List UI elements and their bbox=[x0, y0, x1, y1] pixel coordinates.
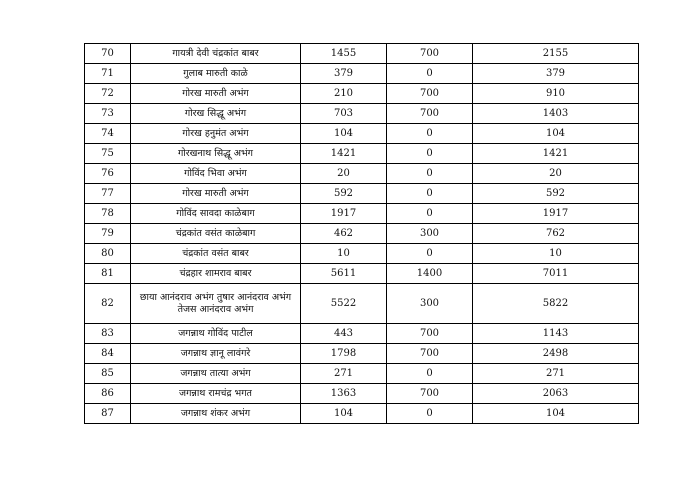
name-cell: गोविंद सावदा काळेबाग bbox=[131, 204, 301, 224]
name-cell: जगन्नाथ गोविंद पाटील bbox=[131, 324, 301, 344]
name-cell: जगन्नाथ शंकर अभंग bbox=[131, 404, 301, 424]
name-cell: गोरख सिद्धू अभंग bbox=[131, 104, 301, 124]
table-row bbox=[85, 104, 639, 124]
amount-a-cell: 1363 bbox=[301, 384, 387, 404]
name-cell: जगन्नाथ तात्या अभंग bbox=[131, 364, 301, 384]
amount-b-cell: 0 bbox=[387, 184, 473, 204]
amount-b-cell: 300 bbox=[387, 224, 473, 244]
amount-a-cell: 1421 bbox=[301, 144, 387, 164]
table-body bbox=[85, 44, 639, 424]
serial-cell: 72 bbox=[85, 84, 131, 104]
name-cell: गोविंद भिवा अभंग bbox=[131, 164, 301, 184]
amount-b-cell: 0 bbox=[387, 164, 473, 184]
total-cell: 2155 bbox=[473, 44, 639, 64]
table-row bbox=[85, 164, 639, 184]
amount-b-cell: 0 bbox=[387, 404, 473, 424]
total-cell: 379 bbox=[473, 64, 639, 84]
amount-a-cell: 379 bbox=[301, 64, 387, 84]
table-row bbox=[85, 204, 639, 224]
amount-b-cell: 1400 bbox=[387, 264, 473, 284]
amount-a-cell: 5611 bbox=[301, 264, 387, 284]
amount-b-cell: 700 bbox=[387, 104, 473, 124]
total-cell: 762 bbox=[473, 224, 639, 244]
amount-b-cell: 700 bbox=[387, 344, 473, 364]
amount-a-cell: 1917 bbox=[301, 204, 387, 224]
amount-a-cell: 462 bbox=[301, 224, 387, 244]
amount-b-cell: 0 bbox=[387, 244, 473, 264]
name-cell: चंद्रकांत वसंत काळेबाग bbox=[131, 224, 301, 244]
table-row bbox=[85, 324, 639, 344]
table-row bbox=[85, 84, 639, 104]
name-cell: गुलाब मारुती काळे bbox=[131, 64, 301, 84]
amount-b-cell: 300 bbox=[387, 284, 473, 324]
name-cell: गोरखनाथ सिद्धू अभंग bbox=[131, 144, 301, 164]
table-row bbox=[85, 184, 639, 204]
table-row bbox=[85, 124, 639, 144]
table-row bbox=[85, 144, 639, 164]
total-cell: 2498 bbox=[473, 344, 639, 364]
total-cell: 104 bbox=[473, 404, 639, 424]
total-cell: 1143 bbox=[473, 324, 639, 344]
table-row bbox=[85, 284, 639, 324]
serial-cell: 86 bbox=[85, 384, 131, 404]
name-cell: गायत्री देवी चंद्रकांत बाबर bbox=[131, 44, 301, 64]
amount-a-cell: 592 bbox=[301, 184, 387, 204]
amount-a-cell: 210 bbox=[301, 84, 387, 104]
amount-a-cell: 703 bbox=[301, 104, 387, 124]
amount-b-cell: 0 bbox=[387, 364, 473, 384]
amount-b-cell: 0 bbox=[387, 204, 473, 224]
table-row bbox=[85, 264, 639, 284]
serial-cell: 70 bbox=[85, 44, 131, 64]
name-cell: जगन्नाथ ज्ञानू लावंगरे bbox=[131, 344, 301, 364]
amount-a-cell: 104 bbox=[301, 124, 387, 144]
table-row bbox=[85, 224, 639, 244]
name-cell: जगन्नाथ रामचंद्र भगत bbox=[131, 384, 301, 404]
name-cell: गोरख हनुमंत अभंग bbox=[131, 124, 301, 144]
serial-cell: 81 bbox=[85, 264, 131, 284]
serial-cell: 82 bbox=[85, 284, 131, 324]
serial-cell: 83 bbox=[85, 324, 131, 344]
total-cell: 1403 bbox=[473, 104, 639, 124]
serial-cell: 74 bbox=[85, 124, 131, 144]
amount-a-cell: 1455 bbox=[301, 44, 387, 64]
table-row bbox=[85, 344, 639, 364]
serial-cell: 84 bbox=[85, 344, 131, 364]
amount-b-cell: 0 bbox=[387, 144, 473, 164]
total-cell: 7011 bbox=[473, 264, 639, 284]
serial-cell: 78 bbox=[85, 204, 131, 224]
name-cell: गोरख मारुती अभंग bbox=[131, 184, 301, 204]
serial-cell: 77 bbox=[85, 184, 131, 204]
amount-a-cell: 443 bbox=[301, 324, 387, 344]
total-cell: 104 bbox=[473, 124, 639, 144]
total-cell: 2063 bbox=[473, 384, 639, 404]
table-row bbox=[85, 44, 639, 64]
amount-a-cell: 20 bbox=[301, 164, 387, 184]
amount-a-cell: 5522 bbox=[301, 284, 387, 324]
amount-b-cell: 700 bbox=[387, 84, 473, 104]
amount-a-cell: 10 bbox=[301, 244, 387, 264]
serial-cell: 87 bbox=[85, 404, 131, 424]
amount-a-cell: 1798 bbox=[301, 344, 387, 364]
beneficiary-table bbox=[84, 43, 639, 424]
total-cell: 5822 bbox=[473, 284, 639, 324]
serial-cell: 85 bbox=[85, 364, 131, 384]
amount-a-cell: 104 bbox=[301, 404, 387, 424]
serial-cell: 76 bbox=[85, 164, 131, 184]
table-row bbox=[85, 244, 639, 264]
amount-a-cell: 271 bbox=[301, 364, 387, 384]
total-cell: 10 bbox=[473, 244, 639, 264]
amount-b-cell: 0 bbox=[387, 124, 473, 144]
table-row bbox=[85, 384, 639, 404]
table-row bbox=[85, 364, 639, 384]
total-cell: 1917 bbox=[473, 204, 639, 224]
amount-b-cell: 700 bbox=[387, 44, 473, 64]
amount-b-cell: 0 bbox=[387, 64, 473, 84]
total-cell: 20 bbox=[473, 164, 639, 184]
table-row bbox=[85, 64, 639, 84]
total-cell: 271 bbox=[473, 364, 639, 384]
table-row bbox=[85, 404, 639, 424]
total-cell: 910 bbox=[473, 84, 639, 104]
total-cell: 592 bbox=[473, 184, 639, 204]
amount-b-cell: 700 bbox=[387, 384, 473, 404]
amount-b-cell: 700 bbox=[387, 324, 473, 344]
total-cell: 1421 bbox=[473, 144, 639, 164]
name-cell: गोरख मारुती अभंग bbox=[131, 84, 301, 104]
serial-cell: 79 bbox=[85, 224, 131, 244]
serial-cell: 75 bbox=[85, 144, 131, 164]
name-cell: छाया आनंदराव अभंग तुषार आनंदराव अभंग तेजस आनंदराव अभंग bbox=[131, 284, 301, 324]
name-cell: चंद्रहार शामराव बाबर bbox=[131, 264, 301, 284]
serial-cell: 80 bbox=[85, 244, 131, 264]
serial-cell: 73 bbox=[85, 104, 131, 124]
name-cell: चंद्रकांत वसंत बाबर bbox=[131, 244, 301, 264]
serial-cell: 71 bbox=[85, 64, 131, 84]
